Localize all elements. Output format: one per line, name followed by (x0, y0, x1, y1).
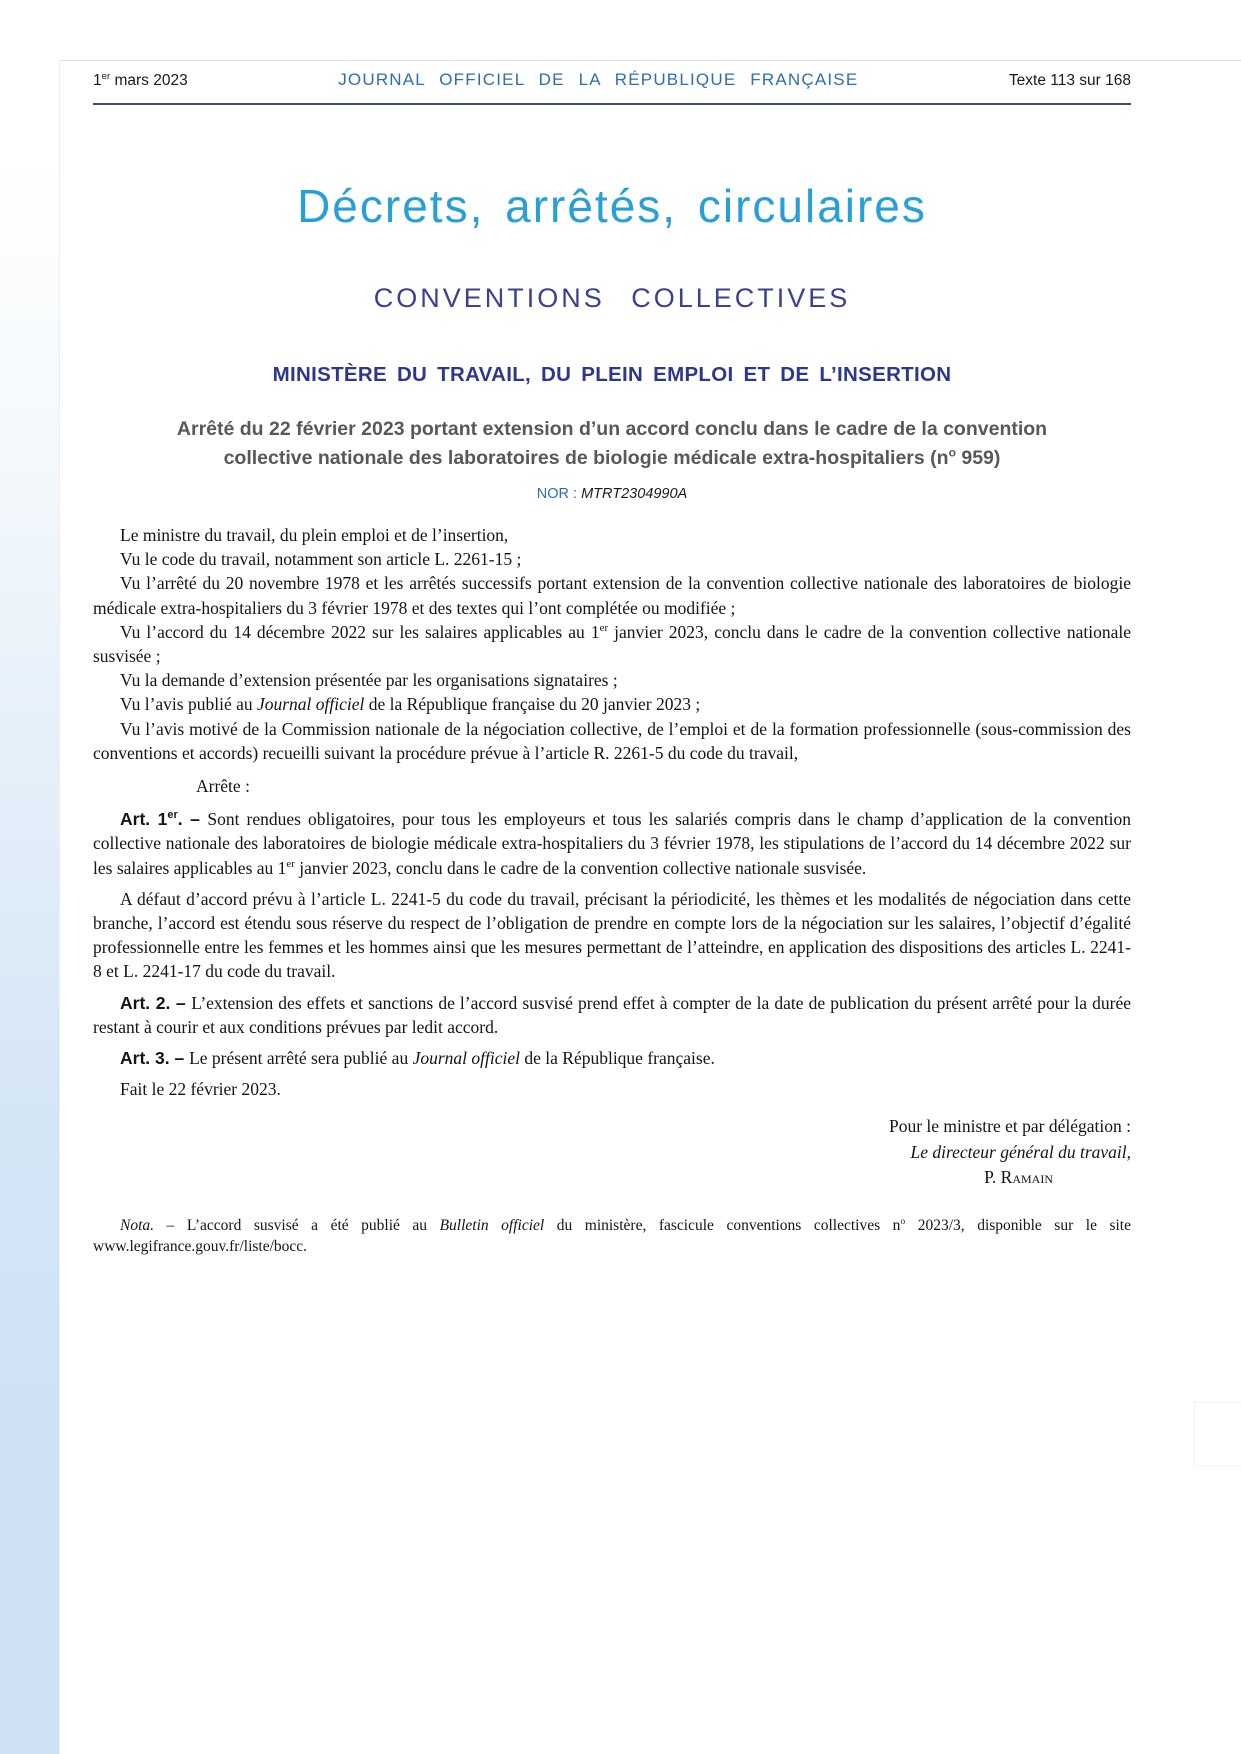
texte-number: Texte 113 sur 168 (1008, 72, 1131, 89)
paragraph-visa: Vu le code du travail, notamment son article L. 2261-15 ; (120, 549, 522, 570)
ministry-title: MINISTÈRE DU TRAVAIL, DU PLEIN EMPLOI ET DE L’INSERTION (272, 363, 952, 386)
paragraph-visa: Vu l’arrêté du 20 novembre 1978 et les arrêtés successifs portant extension de la convention collective nationale des laboratoires de biologie médicale extra-hospitaliers du 3 février 1978 et des textes qui l’ont complétée ou modifiée ; (93, 573, 1131, 618)
issue-date: 1er mars 2023 (93, 70, 188, 89)
act-heading: Arrêté du 22 février 2023 portant extension d’un accord conclu dans le cadre de la convention collective nationale des laboratoires de biologie médicale extra-hospitaliers ($n^o$ 959) (176, 417, 1048, 469)
header-rule (93, 103, 1131, 105)
page-gutter-gradient (0, 0, 59, 1754)
signature-function: Le directeur général du travail, (910, 1141, 1131, 1162)
paragraph-visa: Vu la demande d’extension présentée par les organisations signataires ; (120, 670, 618, 691)
signature-block (93, 1114, 1131, 1191)
page-content (60, 61, 1241, 1257)
journal-title: JOURNAL OFFICIEL DE LA RÉPUBLIQUE FRANÇAISE (338, 70, 859, 89)
paragraph-visa: Vu l’accord du 14 décembre 2022 sur les salaires applicables au 1er janvier 2023, conclu dans le cadre de la convention collective nationale susvisée ; (93, 621, 1131, 667)
paragraph-visa: Vu l’avis motivé de la Commission nationale de la négociation collective, de l’emploi et de la formation professionnelle (sous-commission des conventions et accords) recueilli suivant la procédure prévue à l’article R. 2261-5 du code du travail, (93, 718, 1131, 763)
masthead-title: Décrets, arrêtés, circulaires (297, 180, 927, 232)
page-edge-artifact (1194, 1402, 1241, 1466)
paragraph-preamble: Le ministre du travail, du plein emploi et de l’insertion, (120, 525, 509, 545)
paragraph-article-1-al2: A défaut d’accord prévu à l’article L. 2241-5 du code du travail, précisant la périodicité, les thèmes et les modalités de négociation dans cette branche, l’accord est étendu sous réserve du respect de l’obligation de prendre en compte lors de la négociation sur les salaires, l’objectif d’égalité professionnelle entre les femmes et les hommes ainsi que les mesures permettant de l’atteindre, en application des dispositions des articles L. 2241-8 et L. 2241-17 du code du travail. (93, 888, 1131, 982)
journal-header (93, 61, 1131, 90)
nota-text: Nota. – L’accord susvisé a été publié au Bulletin officiel du ministère, fascicule conventions collectives $n^o$ 2023/3, disponible sur le site www.legifrance.gouv.fr/liste/bocc. (93, 1215, 1131, 1255)
paragraph-article-1: Art. 1er. – Sont rendues obligatoires, pour tous les employeurs et tous les salariés compris dans le champ d’application de la convention collective nationale des laboratoires de biologie médicale extra-hospitaliers du 3 février 1978, les stipulations de l’accord du 14 décembre 2022 sur les salaires applicables au 1er janvier 2023, conclu dans le cadre de la convention collective nationale susvisée. (93, 809, 1131, 878)
section-title: CONVENTIONS COLLECTIVES (373, 283, 851, 313)
nor-value: MTRT2304990A (581, 486, 688, 502)
nor-line (93, 486, 1131, 502)
paragraph-article-2: Art. 2. – L’extension des effets et sanctions de l’accord susvisé prend effet à compter de la date de publication du présent arrêté pour la durée restant à courir et aux conditions prévues par ledit accord. (93, 992, 1131, 1037)
nor-label: NOR : (536, 486, 578, 502)
paragraph-visa: Vu l’avis publié au Journal officiel de la République française du 20 janvier 2023 ; (120, 694, 701, 715)
body-text (93, 523, 1131, 1101)
paragraph-arrete: Arrête : (196, 776, 250, 797)
paragraph-fait: Fait le 22 février 2023. (120, 1079, 281, 1100)
nota-block (93, 1215, 1131, 1257)
paragraph-article-3: Art. 3. – Le présent arrêté sera publié au Journal officiel de la République française. (120, 1048, 715, 1069)
page-sheet (59, 60, 1241, 1754)
signature-name: P. Ramain (984, 1167, 1053, 1188)
signature-delegation: Pour le ministre et par délégation : (888, 1116, 1131, 1137)
